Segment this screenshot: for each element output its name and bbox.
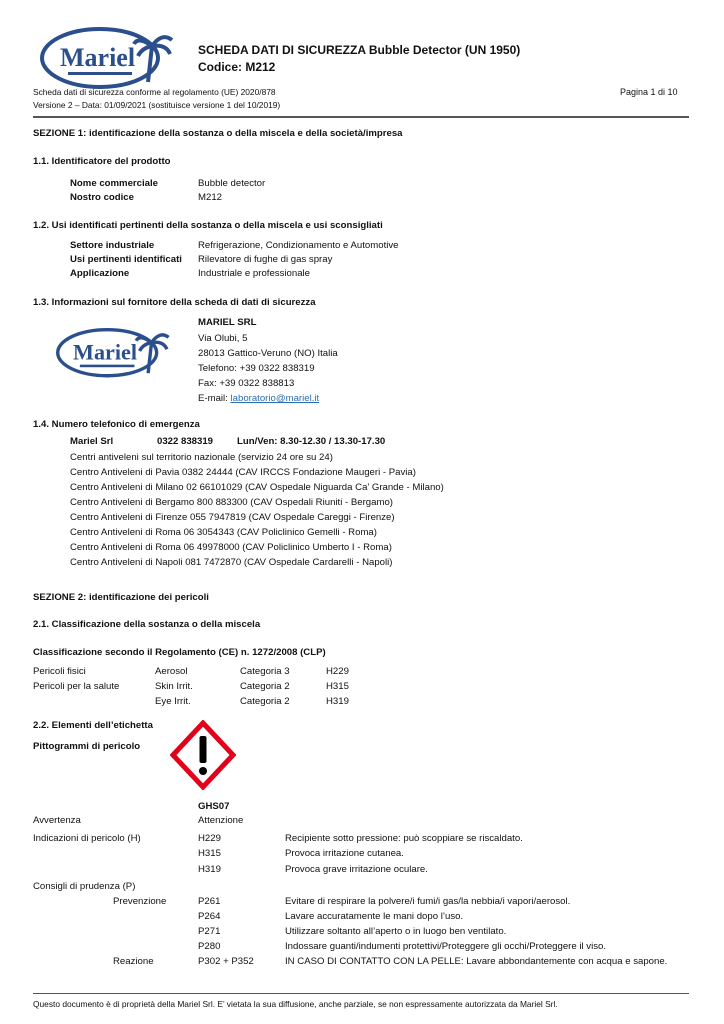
label-trade-name: Nome commerciale [70,178,158,189]
poison-center: Centro Antiveleni di Napoli 081 7472870 (CAV Ospedale Cardarelli - Napoli) [70,557,393,568]
hazard-text: Provoca grave irritazione oculare. [285,864,428,875]
precaution-code: P302 + P352 [198,956,254,967]
poison-center: Centro Antiveleni di Bergamo 800 883300 (CAV Ospedali Riuniti - Bergamo) [70,497,393,508]
precaution-text: Evitare di respirare la polvere/i fumi/i gas/la nebbia/i vapori/aerosol. [285,896,571,907]
section-1-4-title: 1.4. Numero telefonico di emergenza [33,419,200,430]
poison-center: Centro Antiveleni di Milano 02 66101029 (CAV Ospedale Niguarda Ca’ Grande - Milano) [70,482,444,493]
regulation-note: Scheda dati di sicurezza conforme al regolamento (UE) 2020/878 [33,87,276,97]
precaution-text: Indossare guanti/indumenti protettivi/Proteggere gli occhi/Proteggere il viso. [285,941,607,952]
class-cell: Pericoli fisici [33,666,86,677]
warning-label: Avvertenza [33,815,81,826]
signal-word: Attenzione [198,815,244,826]
header-divider [33,116,689,118]
class-cell: H315 [326,681,349,692]
page-number: Pagina 1 di 10 [620,87,678,97]
hazard-code: H319 [198,864,221,875]
value-uses: Rilevatore di fughe di gas spray [198,254,333,265]
precaution-code: P271 [198,926,221,937]
company-name: MARIEL SRL [198,317,257,328]
pictogram-code: GHS07 [198,801,230,812]
precaution-text: Lavare accuratamente le mani dopo l’uso. [285,911,464,922]
label-our-code: Nostro codice [70,192,134,203]
emergency-number: 0322 838319 [157,436,214,447]
section-1-2-title: 1.2. Usi identificati pertinenti della sostanza o della miscela e usi sconsigliati [33,220,383,231]
company-fax: Fax: +39 0322 838813 [198,378,295,389]
precaution-code: P264 [198,911,221,922]
pictograms-label: Pittogrammi di pericolo [33,741,141,752]
hazard-code: H315 [198,848,221,859]
value-trade-name: Bubble detector [198,178,266,189]
exclamation-mark-pictogram-icon [170,720,236,790]
value-sector: Refrigerazione, Condizionamento e Automotive [198,240,399,251]
section-1-title: SEZIONE 1: identificazione della sostanza o della miscela e della società/impresa [33,128,403,139]
company-city: 28013 Gattico-Veruno (NO) Italia [198,348,338,359]
footer-divider [33,993,689,994]
version-note: Versione 2 – Data: 01/09/2021 (sostituisce versione 1 del 10/2019) [33,100,281,110]
reaction-label: Reazione [113,956,154,967]
document-title: SCHEDA DATI DI SICUREZZA Bubble Detector (UN 1950) [198,43,521,57]
hazard-code: H229 [198,833,221,844]
company-phone: Telefono: +39 0322 838319 [198,363,315,374]
value-application: Industriale e professionale [198,268,310,279]
poison-center: Centro Antiveleni di Roma 06 3054343 (CAV Policlinico Gemelli - Roma) [70,527,377,538]
class-cell: Aerosol [155,666,188,677]
company-address: Via Olubi, 5 [198,333,248,344]
label-uses: Usi pertinenti identificati [70,254,182,265]
section-2-title: SEZIONE 2: identificazione dei pericoli [33,592,209,603]
class-cell: Categoria 3 [240,666,290,677]
emergency-name: Mariel Srl [70,436,114,447]
hazard-text: Provoca irritazione cutanea. [285,848,404,859]
email-label: E-mail: [198,393,231,404]
mariel-logo-small [52,322,176,380]
svg-text:Mariel: Mariel [73,339,138,365]
class-cell: Categoria 2 [240,696,290,707]
value-our-code: M212 [198,192,222,203]
precaution-code: P280 [198,941,221,952]
class-cell: H319 [326,696,349,707]
product-code: Codice: M212 [198,60,276,74]
class-cell: Categoria 2 [240,681,290,692]
section-1-3-title: 1.3. Informazioni sul fornitore della scheda di dati di sicurezza [33,297,316,308]
footer-note: Questo documento è di proprietà della Mariel Srl. E’ vietata la sua diffusione, anche parziale, se non espressamente autorizzata da Mariel Srl. [33,999,558,1009]
section-2-2-title: 2.2. Elementi dell’etichetta [33,720,153,731]
precaution-code: P261 [198,896,221,907]
prevention-label: Prevenzione [113,896,167,907]
poison-center: Centro Antiveleni di Pavia 0382 24444 (CAV IRCCS Fondazione Maugeri - Pavia) [70,467,416,478]
class-cell: Eye Irrit. [155,696,191,707]
email-link[interactable]: laboratorio@mariel.it [230,393,320,404]
section-2-1-title: 2.1. Classificazione della sostanza o della miscela [33,619,261,630]
classification-subtitle: Classificazione secondo il Regolamento (CE) n. 1272/2008 (CLP) [33,647,326,658]
precaution-text: Utilizzare soltanto all’aperto o in luogo ben ventilato. [285,926,507,937]
class-cell: Pericoli per la salute [33,681,120,692]
poison-center: Centri antiveleni sul territorio nazionale (servizio 24 ore su 24) [70,452,333,463]
precaution-label: Consigli di prudenza (P) [33,881,136,892]
poison-center: Centro Antiveleni di Firenze 055 7947819 (CAV Ospedale Careggi - Firenze) [70,512,395,523]
precaution-text: IN CASO DI CONTATTO CON LA PELLE: Lavare abbondantemente con acqua e sapone. [285,956,668,967]
emergency-hours: Lun/Ven: 8.30-12.30 / 13.30-17.30 [237,436,386,447]
mariel-logo [38,22,178,90]
hazard-label: Indicazioni di pericolo (H) [33,833,141,844]
hazard-text: Recipiente sotto pressione: può scoppiare se riscaldato. [285,833,523,844]
poison-center: Centro Antiveleni di Roma 06 49978000 (CAV Policlinico Umberto I - Roma) [70,542,392,553]
section-1-1-title: 1.1. Identificatore del prodotto [33,156,171,167]
class-cell: H229 [326,666,349,677]
label-application: Applicazione [70,268,130,279]
class-cell: Skin Irrit. [155,681,193,692]
label-sector: Settore industriale [70,240,155,251]
company-email [198,393,319,405]
svg-text:Mariel: Mariel [60,43,136,72]
